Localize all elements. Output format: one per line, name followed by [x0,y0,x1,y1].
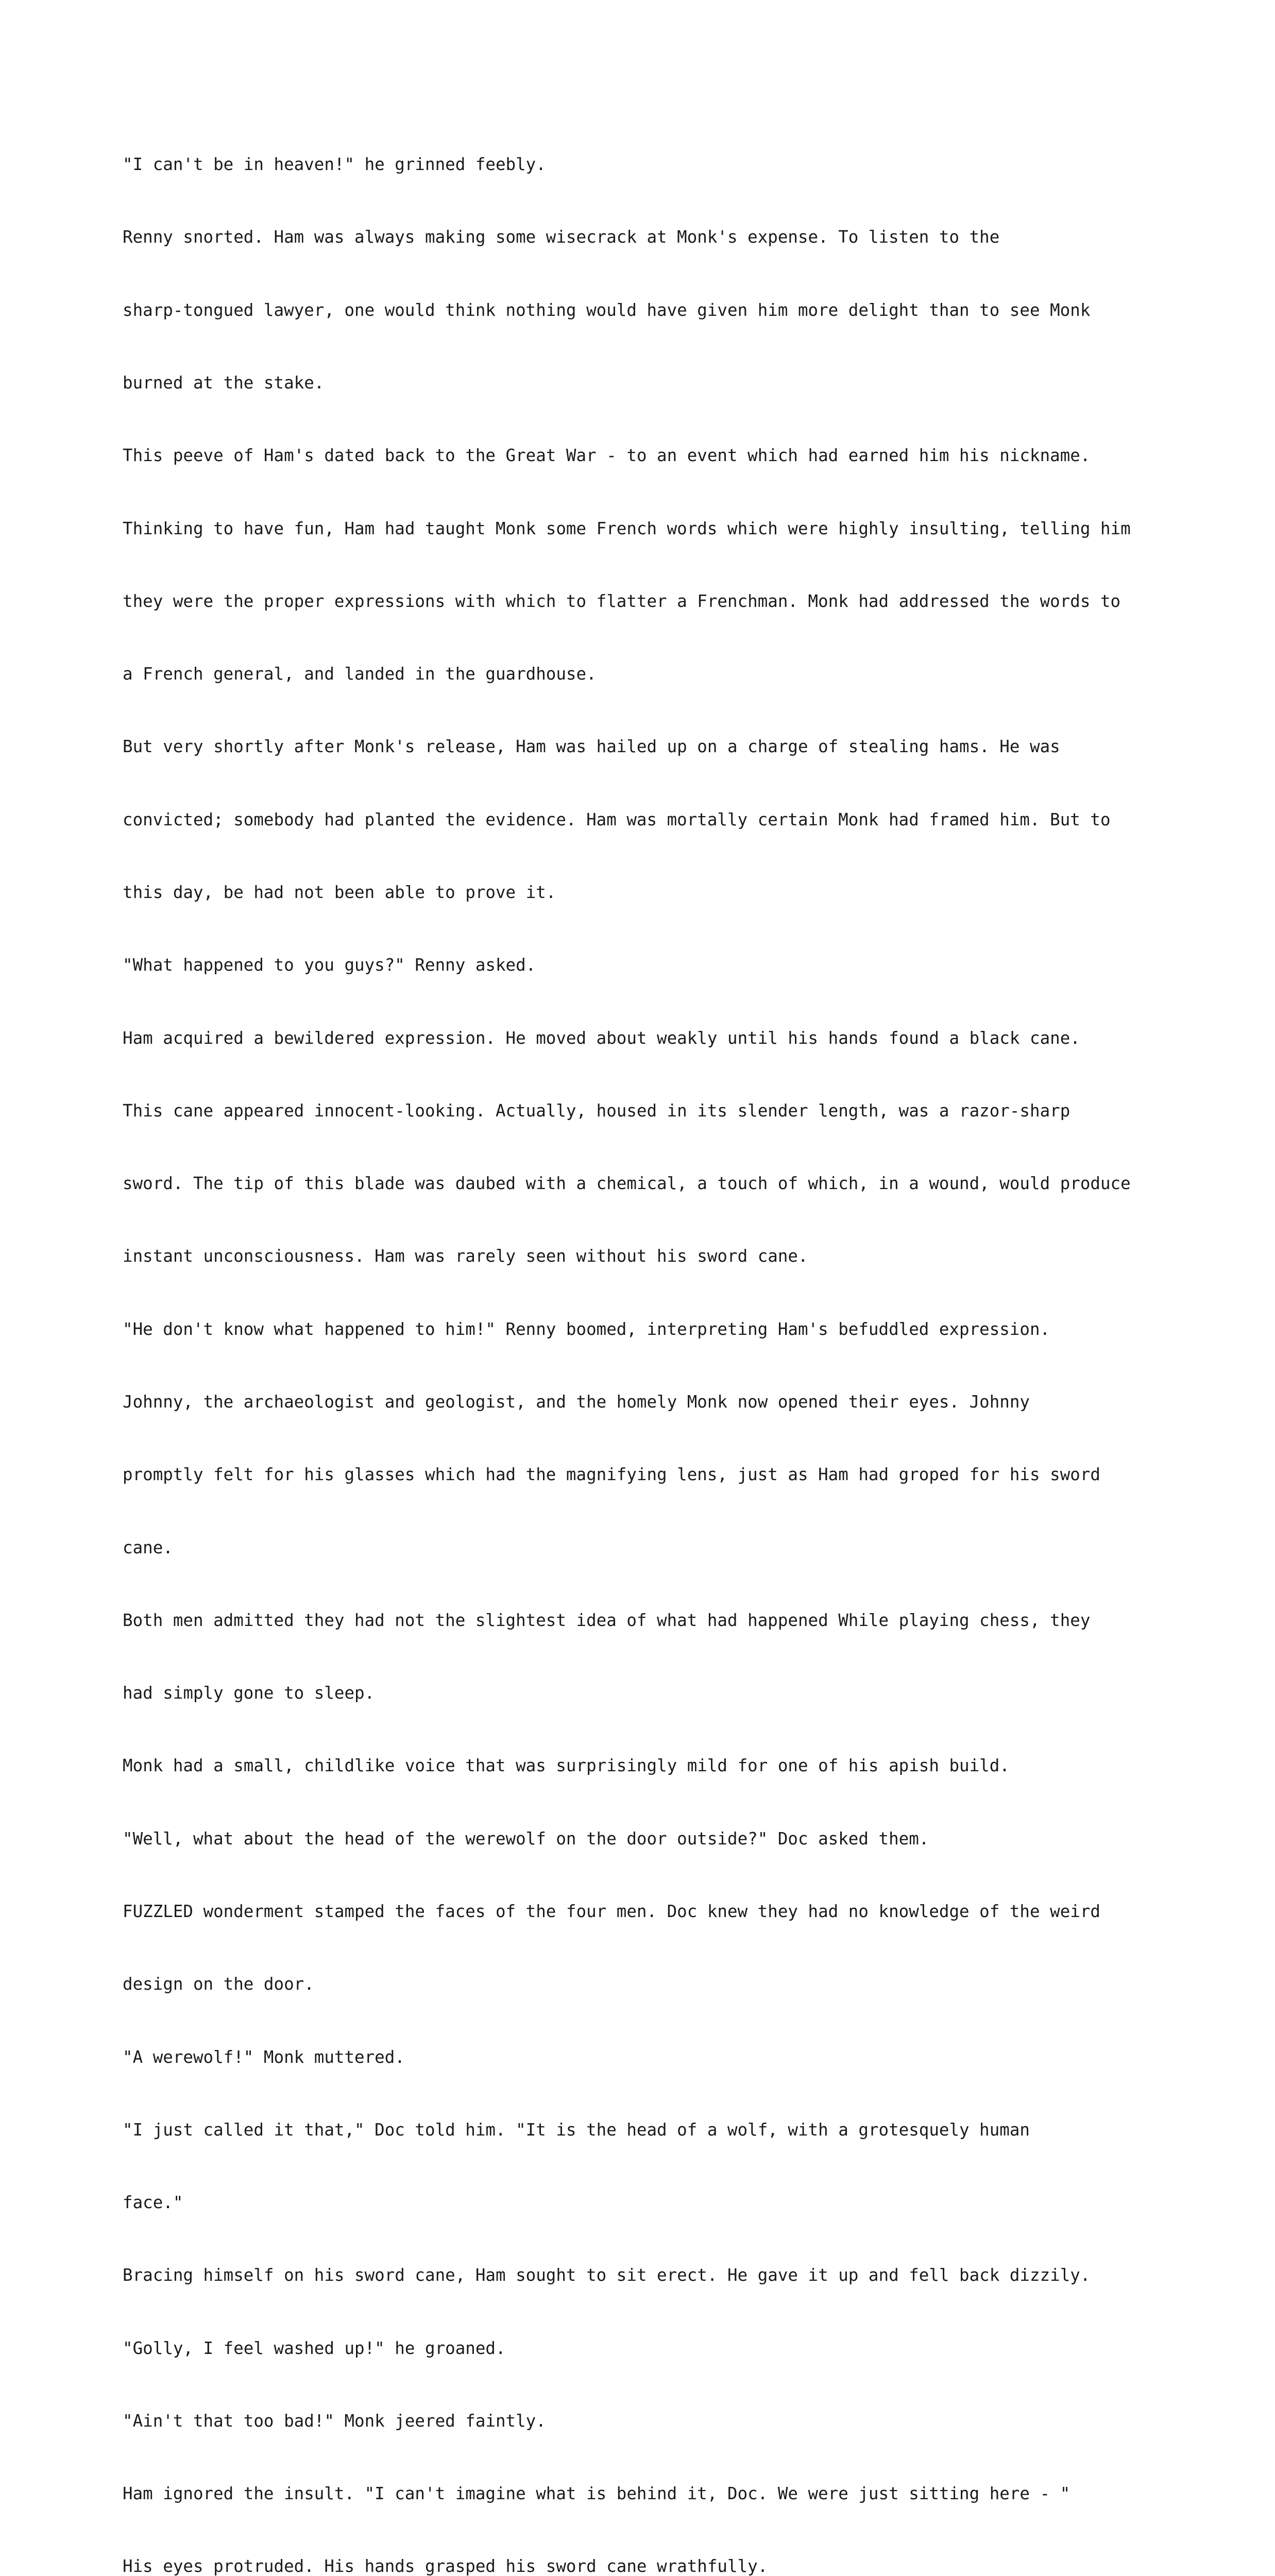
text-line: design on the door. [123,1974,314,1994]
text-line: this day, be had not been able to prove it. [123,883,556,902]
text-line: Renny snorted. Ham was always making some wisecrack at Monk's expense. To listen to the [123,227,1000,247]
text-line: This cane appeared innocent-looking. Actually, housed in its slender length, was a razor-sharp [123,1100,1070,1121]
text-line: "A werewolf!" Monk muttered. [123,2047,405,2067]
text-line: they were the proper expressions with which to flatter a Frenchman. Monk had addressed the words to [123,591,1121,611]
text-line: "I can't be in heaven!" he grinned feebly. [123,155,546,175]
text-line: a French general, and landed in the guardhouse. [123,664,597,684]
text-line: "I just called it that," Doc told him. "It is the head of a wolf, with a grotesquely human [123,2120,1030,2140]
text-line: "What happened to you guys?" Renny asked. [123,955,536,975]
text-line: instant unconsciousness. Ham was rarely seen without his sword cane. [123,1246,808,1266]
document-page [123,104,1210,2576]
text-line: had simply gone to sleep. [123,1683,375,1703]
text-line: "Golly, I feel washed up!" he groaned. [123,2338,506,2358]
text-line: cane. [123,1537,173,1557]
text-line: Both men admitted they had not the slightest idea of what had happened While playing chess, they [123,1610,1091,1630]
text-line: His eyes protruded. His hands grasped his sword cane wrathfully. [123,2556,768,2576]
text-line: FUZZLED wonderment stamped the faces of the four men. Doc knew they had no knowledge of the weird [123,1901,1100,1921]
text-line: Ham ignored the insult. "I can't imagine what is behind it, Doc. We were just sitting here - " [123,2484,1070,2504]
text-line: "He don't know what happened to him!" Renny boomed, interpreting Ham's befuddled expression. [123,1319,1050,1339]
text-line: Johnny, the archaeologist and geologist, and the homely Monk now opened their eyes. Johnny [123,1392,1030,1412]
text-line: Monk had a small, childlike voice that was surprisingly mild for one of his apish build. [123,1756,1010,1776]
text-line: promptly felt for his glasses which had the magnifying lens, just as Ham had groped for his sword [123,1465,1100,1485]
text-line: "Ain't that too bad!" Monk jeered faintly. [123,2411,546,2431]
text-line: burned at the stake. [123,373,325,393]
text-line: face." [123,2193,183,2213]
text-line: Thinking to have fun, Ham had taught Monk some French words which were highly insulting, telling him [123,518,1131,538]
text-line: Bracing himself on his sword cane, Ham sought to sit erect. He gave it up and fell back dizzily. [123,2265,1091,2285]
text-line: convicted; somebody had planted the evidence. Ham was mortally certain Monk had framed him. But to [123,809,1111,829]
text-line: Ham acquired a bewildered expression. He moved about weakly until his hands found a black cane. [123,1028,1080,1048]
text-line: "Well, what about the head of the werewolf on the door outside?" Doc asked them. [123,1828,929,1849]
text-line: sharp-tongued lawyer, one would think nothing would have given him more delight than to see Monk [123,300,1091,320]
text-line: But very shortly after Monk's release, Ham was hailed up on a charge of stealing hams. He was [123,737,1060,757]
text-line: This peeve of Ham's dated back to the Great War - to an event which had earned him his nickname. [123,446,1091,466]
text-line: sword. The tip of this blade was daubed with a chemical, a touch of which, in a wound, would produce [123,1174,1131,1194]
